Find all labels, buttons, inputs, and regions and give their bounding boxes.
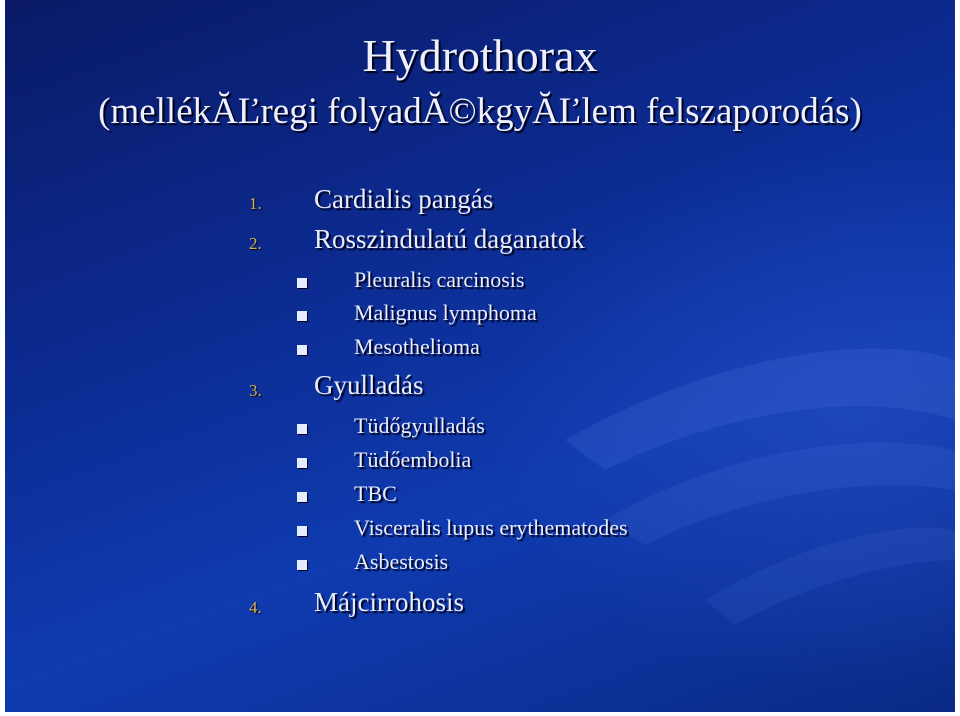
sub-list-item: Mesothelioma [354, 334, 480, 359]
sub-list-item: Visceralis lupus erythematodes [354, 515, 628, 540]
sub-list-item: Tüdőembolia [354, 447, 472, 472]
square-bullet-icon [297, 458, 307, 468]
sub-list-item: Malignus lymphoma [354, 300, 537, 325]
list-item: Gyulladás [314, 370, 424, 400]
slide [5, 0, 955, 712]
sub-list-item: Pleuralis carcinosis [354, 267, 525, 292]
list-item: Rosszindulatú daganatok [314, 224, 585, 254]
slide-subtitle: (mellékĂĽregi folyadĂ©kgyĂĽlem felszaporodás) [98, 91, 862, 132]
list-item: Májcirrohosis [314, 587, 464, 617]
content-list [5, 0, 955, 712]
square-bullet-icon [297, 345, 307, 355]
item-number: 1. [249, 194, 262, 213]
square-bullet-icon [297, 560, 307, 570]
item-number: 4. [249, 598, 262, 617]
square-bullet-icon [297, 424, 307, 434]
item-number: 3. [249, 381, 262, 400]
square-bullet-icon [297, 492, 307, 502]
square-bullet-icon [297, 311, 307, 321]
slide-title: Hydrothorax [362, 30, 598, 81]
sub-list-item: Asbestosis [354, 549, 449, 574]
sub-list-item: Tüdőgyulladás [354, 413, 485, 438]
square-bullet-icon [297, 278, 307, 288]
item-number: 2. [249, 234, 262, 253]
list-item: Cardialis pangás [314, 184, 494, 214]
sub-list-item: TBC [354, 481, 397, 506]
square-bullet-icon [297, 526, 307, 536]
